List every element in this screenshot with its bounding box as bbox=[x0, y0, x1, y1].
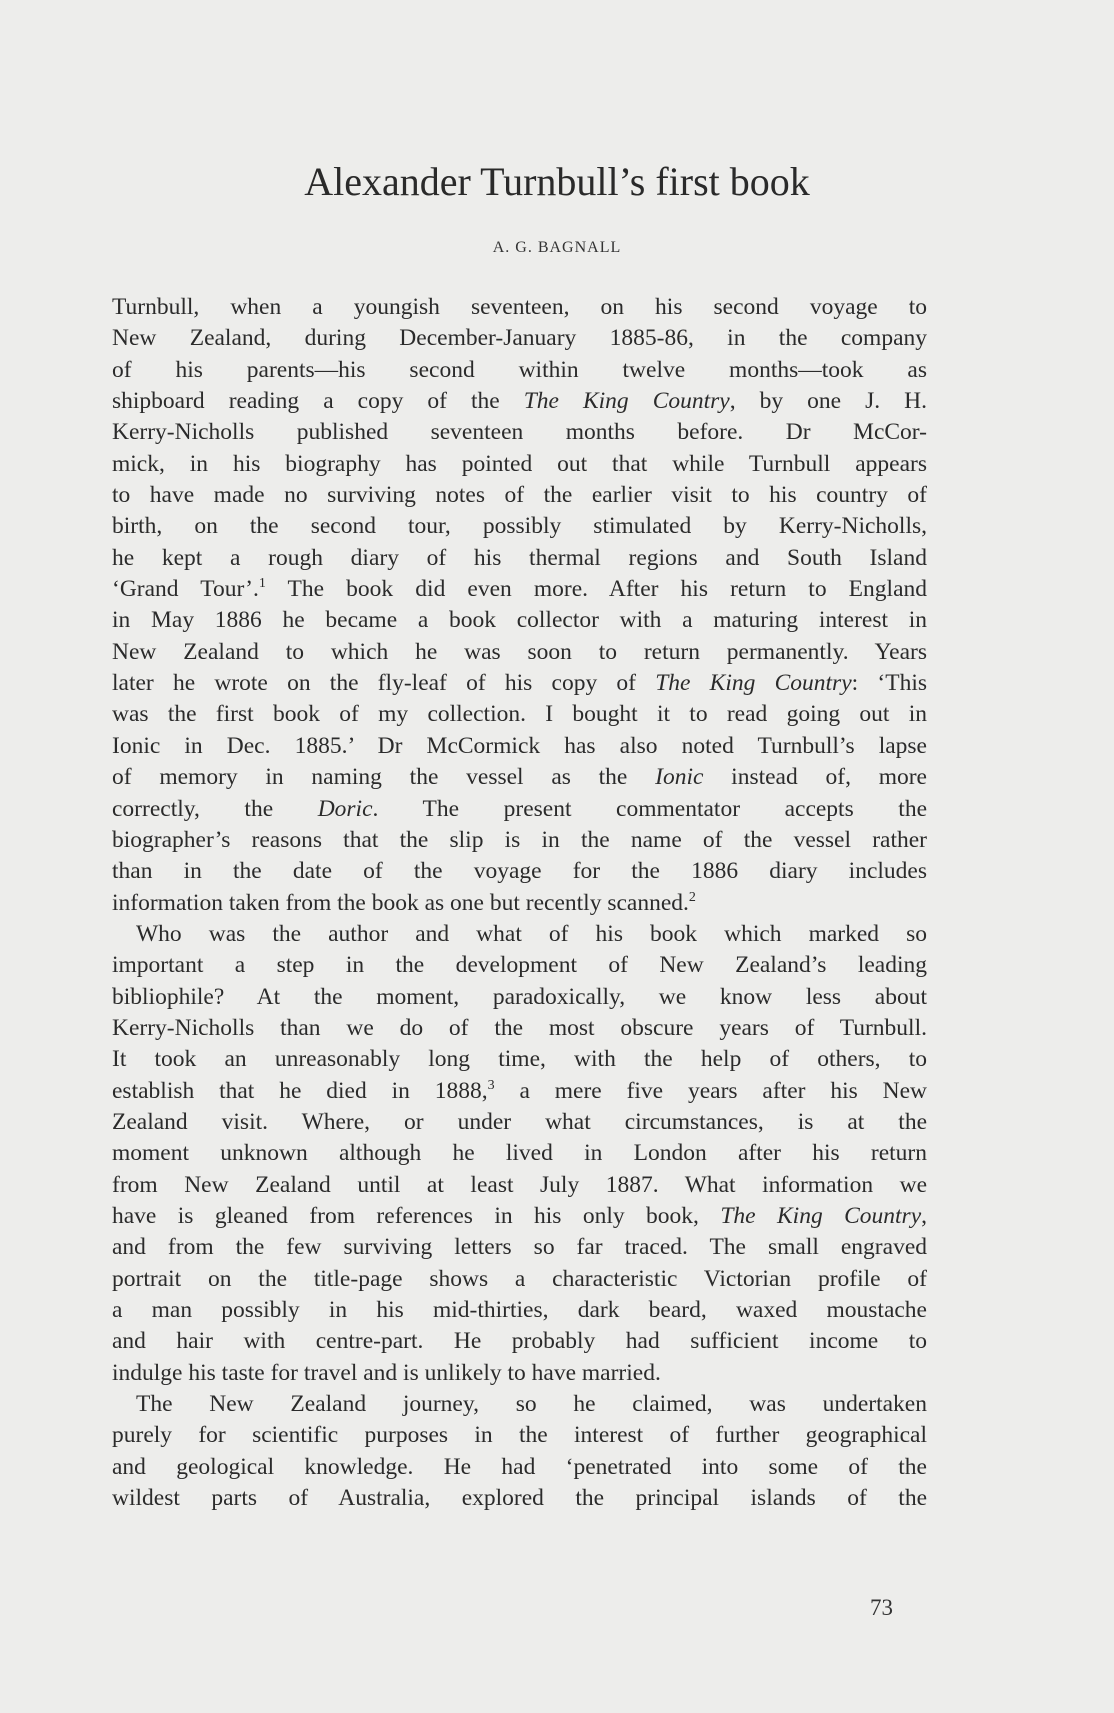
text-line: than in the date of the voyage for the 1886 diary includes bbox=[112, 858, 927, 885]
text-line: important a step in the development of New Zealand’s leading bbox=[112, 952, 927, 979]
text-line: a man possibly in his mid-thirties, dark beard, waxed moustache bbox=[112, 1297, 927, 1323]
text-line: of his parents—his second within twelve months—took as bbox=[112, 356, 927, 383]
text-line: New Zealand to which he was soon to return permanently. Years bbox=[112, 638, 927, 665]
page-number: 73 bbox=[870, 1595, 893, 1620]
text-line: Zealand visit. Where, or under what circumstances, is at the bbox=[112, 1108, 927, 1135]
text-line: establish that he died in 1888,$^3$ a mere five years after his New bbox=[112, 1077, 927, 1104]
text-line: The New Zealand journey, so he claimed, was undertaken bbox=[136, 1391, 927, 1418]
text-line: information taken from the book as one but recently scanned.$^2$ bbox=[112, 889, 696, 916]
italic-title: Doric bbox=[317, 795, 373, 822]
text-line: correctly, the Doric. The present commentator accepts the bbox=[112, 795, 928, 822]
italic-title: The King Country bbox=[655, 670, 852, 697]
text-line: ‘Grand Tour’.$^1$ The book did even more. After his return to England bbox=[112, 576, 927, 603]
italic-title: The King Country bbox=[720, 1202, 922, 1229]
text-line: Turnbull, when a youngish seventeen, on his second voyage to bbox=[112, 294, 927, 320]
text-line: he kept a rough diary of his thermal regions and South Island bbox=[112, 544, 927, 571]
article-title: Alexander Turnbull’s first book bbox=[304, 159, 810, 204]
body-paragraph bbox=[112, 1389, 927, 1514]
text-line: purely for scientific purposes in the interest of further geographical bbox=[112, 1422, 927, 1449]
text-line: and from the few surviving letters so far traced. The small engraved bbox=[112, 1234, 927, 1261]
text-line: from New Zealand until at least July 1887. What information we bbox=[112, 1171, 927, 1198]
text-line: indulge his taste for travel and is unlikely to have married. bbox=[112, 1359, 661, 1386]
text-line: It took an unreasonably long time, with the help of others, to bbox=[112, 1046, 927, 1073]
body-paragraph bbox=[112, 292, 927, 919]
article-body bbox=[112, 292, 927, 1514]
text-line: and hair with centre-part. He probably had sufficient income to bbox=[112, 1328, 927, 1355]
text-line: later he wrote on the fly-leaf of his copy of The King Country: ‘This bbox=[112, 670, 927, 697]
text-line: and geological knowledge. He had ‘penetrated into some of the bbox=[112, 1453, 927, 1480]
article-author: A. G. BAGNALL bbox=[492, 239, 622, 256]
text-line: Who was the author and what of his book which marked so bbox=[136, 920, 927, 947]
text-line: Kerry-Nicholls published seventeen months before. Dr McCor- bbox=[112, 419, 927, 446]
text-line: Kerry-Nicholls than we do of the most obscure years of Turnbull. bbox=[112, 1014, 927, 1041]
text-line: portrait on the title-page shows a characteristic Victorian profile of bbox=[112, 1265, 927, 1292]
italic-title: The King Country bbox=[523, 388, 730, 415]
text-line: Ionic in Dec. 1885.’ Dr McCormick has also noted Turnbull’s lapse bbox=[112, 732, 927, 759]
text-line: bibliophile? At the moment, paradoxically, we know less about bbox=[112, 983, 927, 1010]
text-line: biographer’s reasons that the slip is in the name of the vessel rather bbox=[112, 826, 927, 853]
text-line: of memory in naming the vessel as the Ionic instead of, more bbox=[112, 764, 927, 791]
footnote-reference[interactable]: 3 bbox=[487, 1077, 495, 1093]
footnote-reference[interactable]: 2 bbox=[688, 889, 696, 905]
text-line: birth, on the second tour, possibly stimulated by Kerry-Nicholls, bbox=[112, 513, 927, 540]
italic-title: Ionic bbox=[655, 764, 704, 791]
text-line: wildest parts of Australia, explored the principal islands of the bbox=[112, 1485, 927, 1512]
text-line: have is gleaned from references in his only book, The King Country, bbox=[112, 1202, 927, 1229]
text-line: New Zealand, during December-January 1885-86, in the company bbox=[112, 325, 927, 352]
body-paragraph bbox=[112, 919, 927, 1389]
text-line: in May 1886 he became a book collector with a maturing interest in bbox=[112, 607, 927, 634]
text-line: was the first book of my collection. I bought it to read going out in bbox=[112, 701, 927, 728]
text-line: to have made no surviving notes of the earlier visit to his country of bbox=[112, 482, 927, 509]
text-line: shipboard reading a copy of the The King Country, by one J. H. bbox=[112, 388, 928, 415]
footnote-reference[interactable]: 1 bbox=[258, 576, 266, 592]
text-line: mick, in his biography has pointed out that while Turnbull appears bbox=[112, 450, 927, 477]
text-line: moment unknown although he lived in London after his return bbox=[112, 1140, 927, 1167]
